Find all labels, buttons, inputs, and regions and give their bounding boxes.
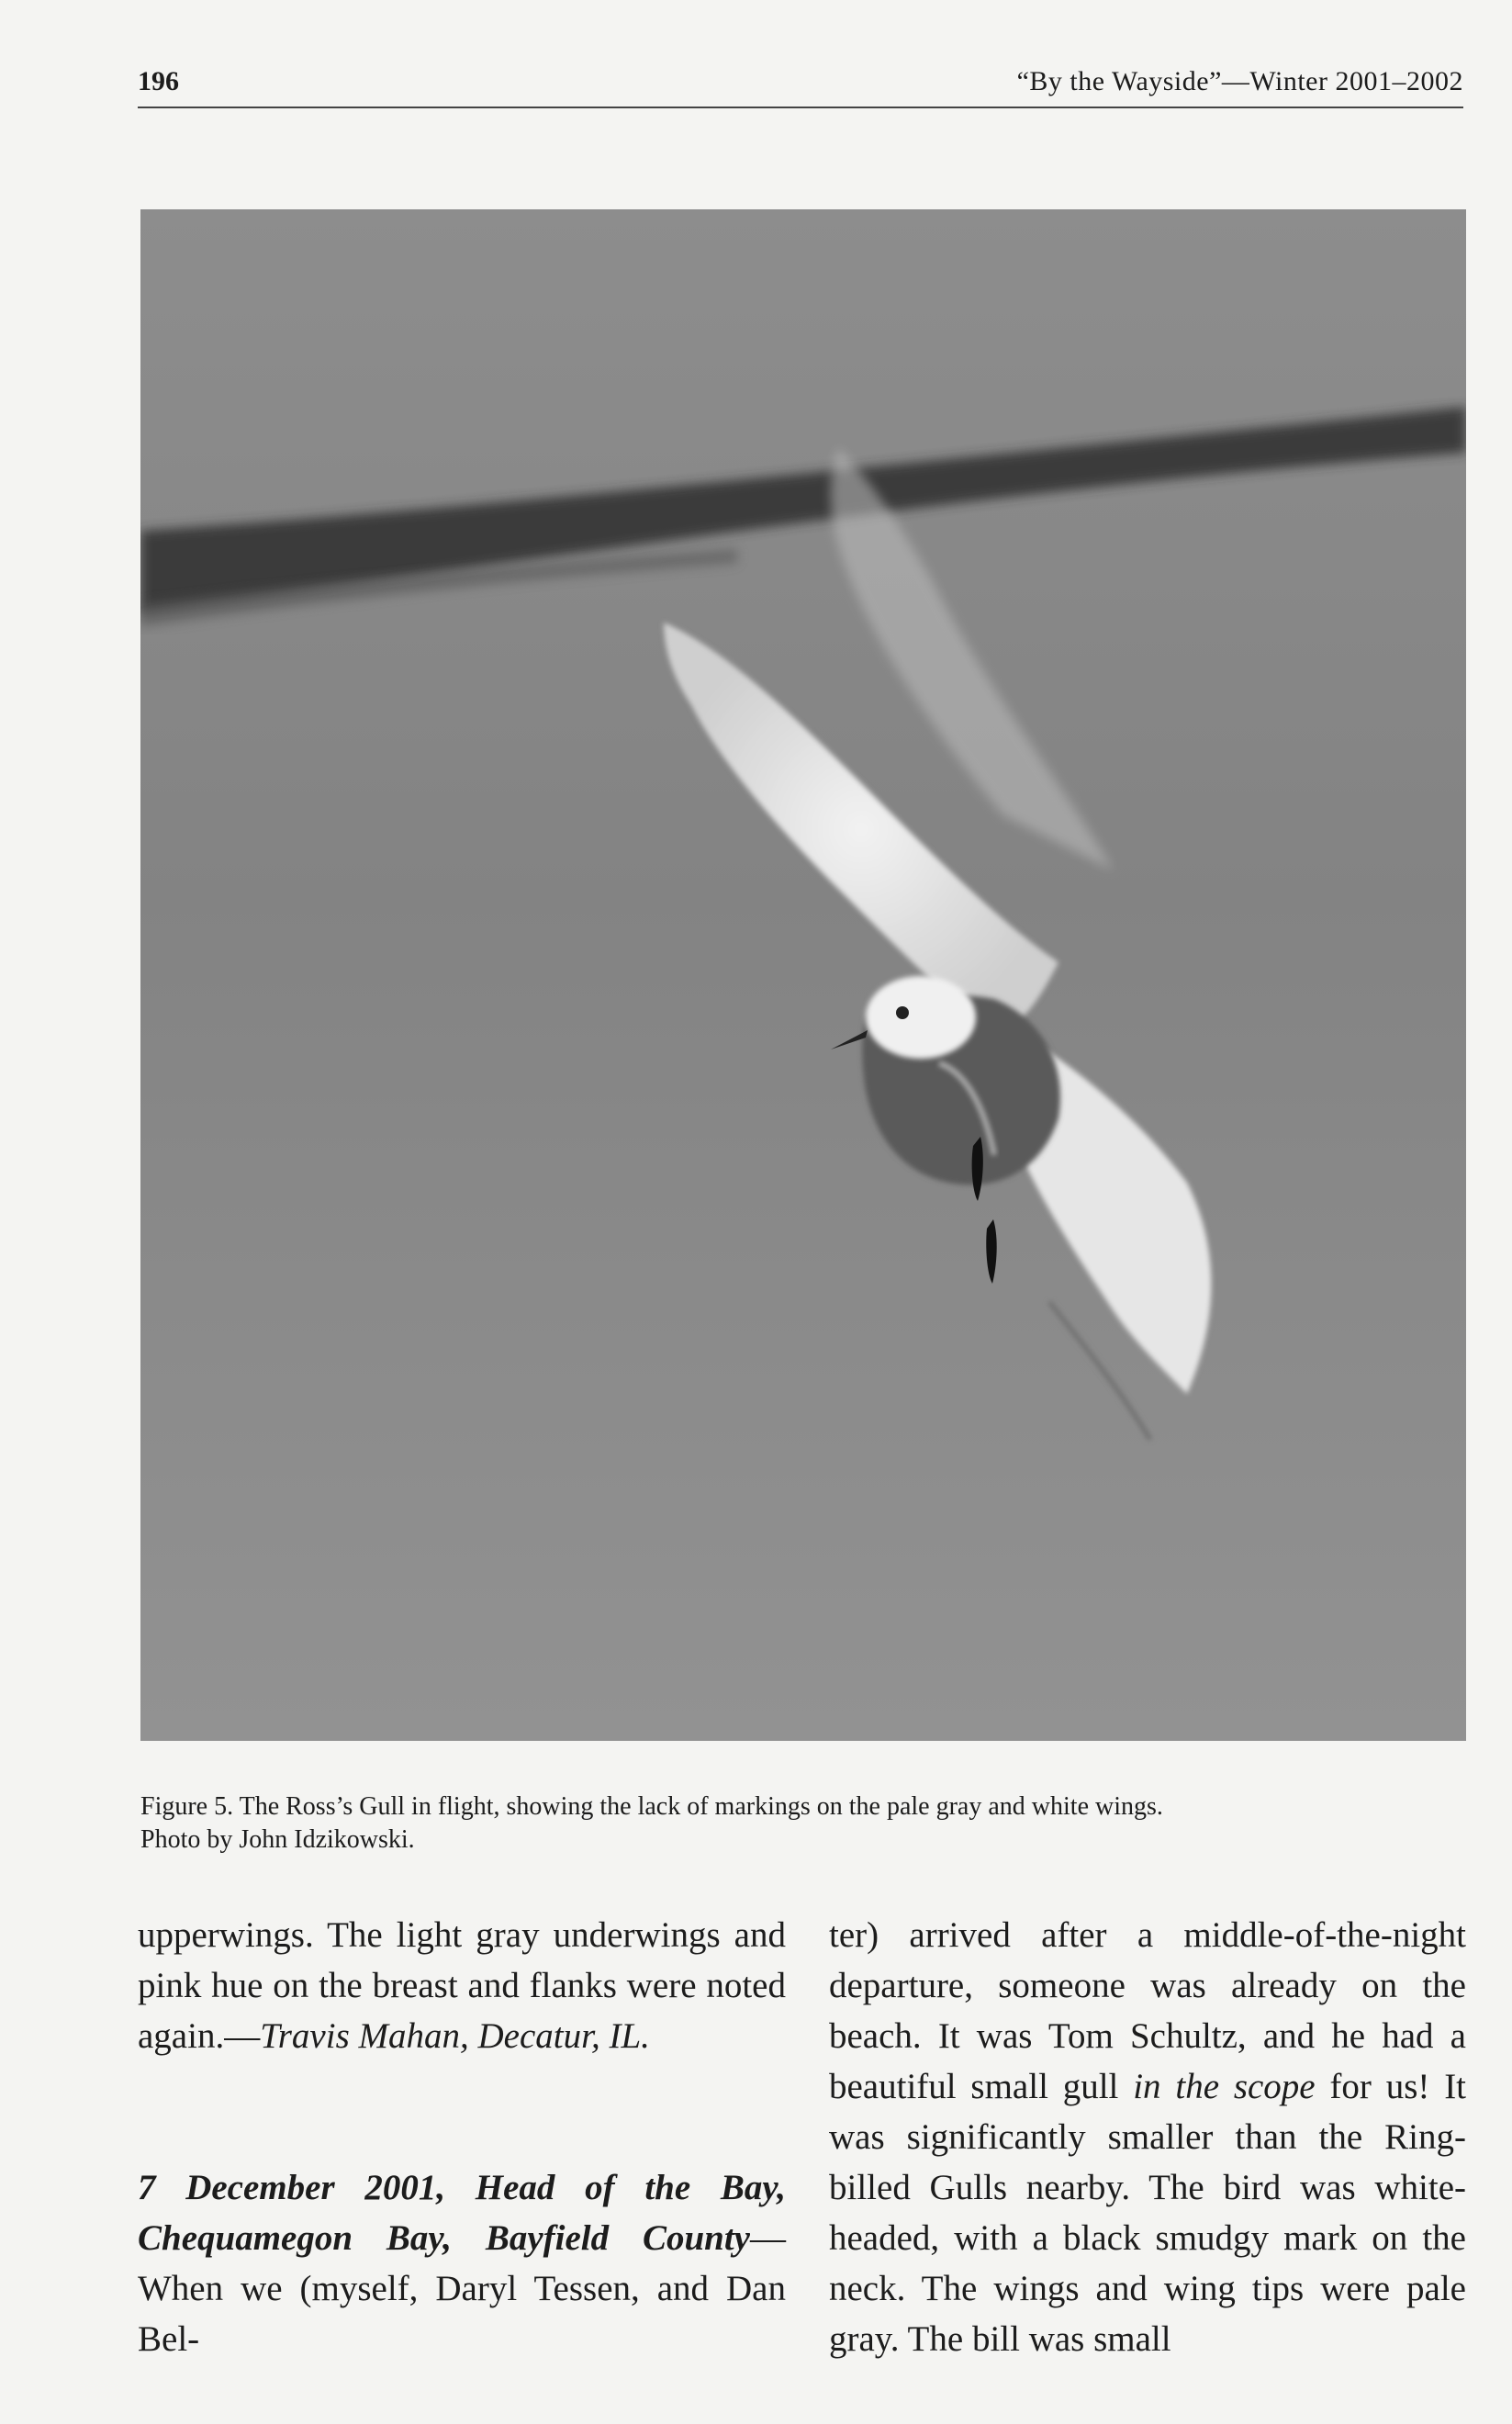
- left-paragraph-2-text: —When we (myself, Daryl Tessen, and Dan Bel-: [138, 2218, 786, 2359]
- right-column: [829, 1910, 1466, 2364]
- running-title: “By the Wayside”—Winter 2001–2002: [1016, 66, 1463, 96]
- left-paragraph-1: [138, 1910, 786, 2061]
- paragraph-gap: [138, 2061, 786, 2162]
- left-paragraph-1-text: upperwings. The light gray underwings and pink hue on the breast and flanks were noted again.—: [138, 1915, 786, 2056]
- left-column: [138, 1910, 786, 2364]
- page-number: 196: [138, 66, 179, 96]
- right-paragraph-1-text-a: ter) arrived after a middle-of-the-night departure, someone was already on the beach. It was Tom Schultz, and he had a beautiful small gull: [829, 1915, 1466, 2106]
- entry-heading: 7 December 2001, Head of the Bay, Chequamegon Bay, Bayfield County: [138, 2168, 786, 2258]
- right-paragraph-1-italic: in the scope: [1133, 2067, 1316, 2106]
- figure-caption: [140, 1790, 1466, 1857]
- observer-signature: Travis Mahan, Decatur, IL.: [260, 2016, 650, 2056]
- right-paragraph-1: [829, 1910, 1466, 2364]
- right-paragraph-1-text-b: for us! It was significantly smaller than the Ring-billed Gulls nearby. The bird was white-headed, with a black smudgy mark on the neck. The wings and wing tips were pale gray. The bill was small: [829, 2067, 1467, 2359]
- gull-photo: [140, 209, 1466, 1741]
- caption-line-1: Figure 5. The Ross’s Gull in flight, showing the lack of markings on the pale gray and white wings.: [140, 1792, 1163, 1821]
- page-header: [138, 59, 1463, 108]
- caption-line-2: Photo by John Idzikowski.: [140, 1825, 415, 1854]
- left-paragraph-2: [138, 2162, 786, 2364]
